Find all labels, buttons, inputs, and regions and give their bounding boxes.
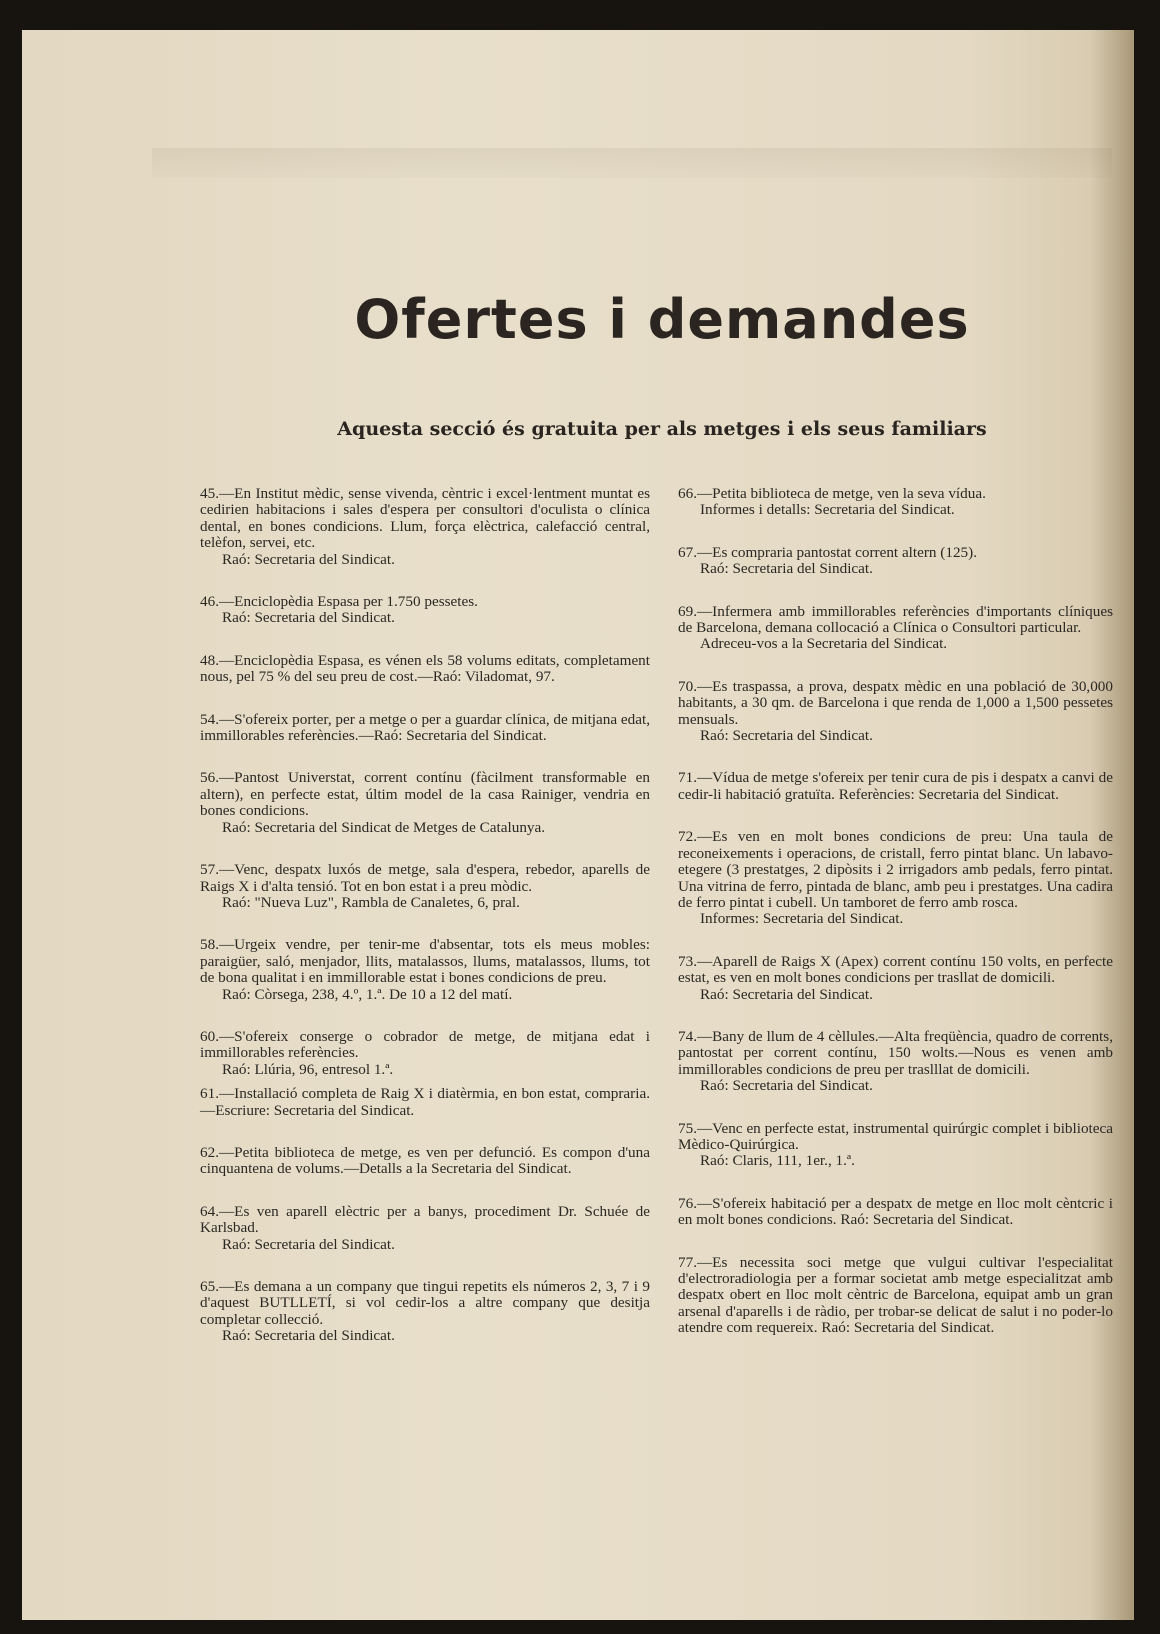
ad-text — [678, 954, 1113, 987]
ad-description: —Es ven en molt bones condicions de preu: Una taula de reconeixements i operacions, de cristall, ferro pintat blanc. Un labavo-etegere (3 prestatges, 2 dipòsits i 2 irrigadors amb pedals, ferro pintat. Una vitrina de ferro, pintada de blanc, amb peu i prestatges. Una cadira de ferro pintat i cubell. Un tamboret de ferro amb rosca. — [678, 828, 1113, 911]
ad-text — [200, 937, 650, 986]
ad-description: —Enciclopèdia Espasa, es vénen els 58 volums editats, completament nous, pel 75 % del seu preu de cost.—Raó: Viladomat, 97. — [200, 651, 650, 686]
ad-number: 56. — [200, 769, 219, 787]
ad-description: —Urgeix vendre, per tenir-me d'absentar, tots els meus mobles: paraigüer, saló, menjador, llits, matalassos, llums, matalassos, llums, tot de bona qualitat i en immillorable estat i bones condicions de preu. — [200, 936, 650, 987]
ad-entry-72 — [678, 829, 1113, 927]
ad-entry-60 — [200, 1029, 650, 1078]
ad-number: 62. — [200, 1143, 219, 1161]
ad-number: 67. — [678, 543, 697, 561]
ad-entry-62 — [200, 1145, 650, 1178]
ad-text — [678, 1121, 1113, 1154]
ad-text — [678, 770, 1113, 803]
ad-description: —Bany de llum de 4 cèllules.—Alta freqüència, quadro de corrents, pantostat per corrent contínu, 150 wolts.—Nous es venen amb immillorables condicions de preu per traslllat de domicili. — [678, 1027, 1113, 1078]
ad-description: —Installació completa de Raig X i diatèrmia, en bon estat, compraria.—Escriure: Secretaria del Sindicat. — [200, 1085, 650, 1119]
ad-text — [678, 1029, 1113, 1078]
ad-contact: Raó: Secretaria del Sindicat. — [700, 1077, 873, 1095]
ad-number: 60. — [200, 1027, 219, 1045]
ad-number: 75. — [678, 1119, 697, 1137]
ad-number: 48. — [200, 651, 219, 669]
ad-text — [200, 653, 650, 686]
ad-entry-67 — [678, 545, 1113, 578]
ad-contact: Raó: Llúria, 96, entresol 1.ª. — [222, 1060, 394, 1078]
ad-entry-76 — [678, 1196, 1113, 1229]
ad-description: —Vídua de metge s'ofereix per tenir cura de pis i despatx a canvi de cedir-li habitació gratuïta. Referències: Secretaria del Sindicat. — [678, 769, 1113, 803]
ad-number: 66. — [678, 485, 697, 502]
bleed-through-header — [152, 148, 1112, 178]
ad-entry-73 — [678, 954, 1113, 1003]
ad-contact: Informes: Secretaria del Sindicat. — [700, 910, 904, 928]
ad-number: 64. — [200, 1202, 219, 1220]
ad-text — [678, 545, 1113, 561]
ad-text — [678, 829, 1113, 911]
right-column — [678, 486, 1113, 1363]
ad-contact: Raó: Claris, 111, 1er., 1.ª. — [700, 1152, 855, 1170]
ad-entry-57 — [200, 862, 650, 911]
ad-entry-75 — [678, 1121, 1113, 1170]
ad-number: 77. — [678, 1253, 697, 1271]
ad-entry-69 — [678, 604, 1113, 653]
ad-description: —S'ofereix habitació per a despatx de metge en lloc molt cèntcric i en molt bones condicions. Raó: Secretaria del Sindicat. — [678, 1194, 1113, 1229]
ad-text — [200, 594, 650, 610]
ad-entry-46 — [200, 594, 650, 627]
ad-number: 54. — [200, 710, 219, 728]
ad-text — [200, 1145, 650, 1178]
ad-number: 46. — [200, 593, 219, 611]
ad-text — [200, 1086, 650, 1119]
ad-text — [200, 862, 650, 895]
ad-number: 57. — [200, 861, 219, 879]
ad-contact: Raó: Secretaria del Sindicat de Metges de Catalunya. — [222, 818, 546, 836]
ad-entry-71 — [678, 770, 1113, 803]
ad-description: —Es demana a un company que tingui repetits els números 2, 3, 7 i 9 d'aquest BUTLLETÍ, si vol cedir-los a altre company que desitja completar collecció. — [200, 1278, 650, 1328]
ad-contact: Raó: Còrsega, 238, 4.º, 1.ª. De 10 a 12 del matí. — [222, 985, 513, 1003]
ad-description: —Es ven aparell elèctric per a banys, procediment Dr. Schuée de Karlsbad. — [200, 1202, 650, 1237]
ad-entry-58 — [200, 937, 650, 1003]
ad-description: —Es compraria pantostat corrent altern (125). — [696, 543, 978, 561]
ad-description: —Aparell de Raigs X (Apex) corrent contínu 150 volts, en perfecte estat, es ven en molt bones condicions per trasllat de domicili. — [678, 952, 1113, 987]
ad-number: 58. — [200, 936, 219, 954]
ad-text — [678, 1255, 1113, 1337]
ad-entry-77 — [678, 1255, 1113, 1337]
ad-description: —Enciclopèdia Espasa per 1.750 pessetes. — [218, 593, 478, 611]
ad-number: 74. — [678, 1027, 697, 1045]
ad-entry-54 — [200, 712, 650, 745]
ad-entry-61 — [200, 1086, 650, 1119]
ad-contact: Raó: Secretaria del Sindicat. — [222, 1327, 395, 1345]
ad-text — [200, 1204, 650, 1237]
ad-number: 70. — [678, 677, 697, 695]
ad-description: —Venc, despatx luxós de metge, sala d'espera, rebedor, aparells de Raigs X i d'alta tensió. Tot en bon estat i a preu mòdic. — [200, 861, 650, 895]
ad-contact: Adreceu-vos a la Secretaria del Sindicat. — [700, 635, 948, 653]
ad-number: 61. — [200, 1085, 219, 1103]
ad-description: —Es necessita soci metge que vulgui cultivar l'especialitat d'electroradiologia per a formar societat amb metge especialitzat amb despatx obert en lloc molt cèntric de Barcelona, equipat amb un gran arsenal d'aparells i de ràdio, per trobar-se delicat de salut i no poder-lo atendre com requereix. Raó: Secretaria del Sindicat. — [678, 1253, 1113, 1337]
ad-entry-70 — [678, 679, 1113, 745]
ad-number: 45. — [200, 485, 219, 502]
ad-description: —S'ofereix porter, per a metge o per a guardar clínica, de mitjana edat, immillorables referències.—Raó: Secretaria del Sindicat. — [200, 710, 650, 745]
ad-contact: Raó: Secretaria del Sindicat. — [700, 985, 873, 1003]
ad-entry-65 — [200, 1279, 650, 1345]
ad-text — [678, 1196, 1113, 1229]
ad-contact: Informes i detalls: Secretaria del Sindicat. — [700, 501, 955, 519]
ad-contact: Raó: Secretaria del Sindicat. — [700, 560, 873, 578]
ad-description: —Petita biblioteca de metge, ven la seva vídua. — [696, 485, 986, 502]
ad-text — [678, 679, 1113, 728]
ad-entry-66 — [678, 486, 1113, 519]
ad-contact: Raó: Secretaria del Sindicat. — [222, 1235, 395, 1253]
ad-description: —Petita biblioteca de metge, es ven per defunció. Es compon d'una cinquantena de volums.—Detalls a la Secretaria del Sindicat. — [200, 1143, 650, 1178]
ad-number: 76. — [678, 1194, 697, 1212]
left-column — [200, 486, 650, 1371]
ad-text — [200, 712, 650, 745]
ad-description: —Infermera amb immillorables referències d'importants clíniques de Barcelona, demana collocació a Clínica o Consultori particular. — [678, 602, 1113, 637]
ad-text — [200, 1029, 650, 1062]
ad-number: 69. — [678, 602, 697, 620]
ad-text — [678, 486, 1113, 502]
page-subtitle: Aquesta secció és gratuita per als metges i els seus familiars — [337, 418, 987, 440]
ad-contact: Raó: Secretaria del Sindicat. — [700, 727, 873, 745]
page — [22, 30, 1134, 1620]
ad-text — [678, 604, 1113, 637]
ad-description: —Es traspassa, a prova, despatx mèdic en una població de 30,000 habitants, a 30 qm. de Barcelona i que renda de 1,000 a 1,500 pessetes mensuals. — [678, 677, 1113, 728]
ad-entry-48 — [200, 653, 650, 686]
ad-description: —Pantost Universtat, corrent contínu (fàcilment transformable en altern), en perfecte estat, últim model de la casa Rainiger, vendria en bones condicions. — [200, 769, 650, 820]
ad-number: 65. — [200, 1278, 219, 1295]
ad-entry-45 — [200, 486, 650, 568]
ad-number: 71. — [678, 769, 697, 787]
ad-entry-56 — [200, 770, 650, 836]
ad-number: 73. — [678, 952, 697, 970]
ad-text — [200, 1279, 650, 1328]
ad-description: —Venc en perfecte estat, instrumental quirúrgic complet i biblioteca Mèdico-Quirúrgica. — [678, 1119, 1113, 1153]
ad-entry-64 — [200, 1204, 650, 1253]
ad-contact: Raó: "Nueva Luz", Rambla de Canaletes, 6, pral. — [222, 893, 520, 911]
ad-description: —S'ofereix conserge o cobrador de metge, de mitjana edat i immillorables referències. — [200, 1027, 650, 1062]
ad-contact: Raó: Secretaria del Sindicat. — [222, 550, 395, 568]
ad-entry-74 — [678, 1029, 1113, 1095]
ad-contact: Raó: Secretaria del Sindicat. — [222, 609, 395, 627]
ad-text — [200, 486, 650, 552]
ad-text — [200, 770, 650, 819]
ad-description: —En Institut mèdic, sense vivenda, cèntric i excel·lentment muntat es cedirien habitacions i sales d'espera per consultori d'oculista o clínica dental, en bones condicions. Llum, força elèctrica, calefacció central, telèfon, servei, etc. — [200, 485, 650, 552]
page-title: Ofertes i demandes — [354, 288, 970, 351]
ad-number: 72. — [678, 828, 697, 846]
